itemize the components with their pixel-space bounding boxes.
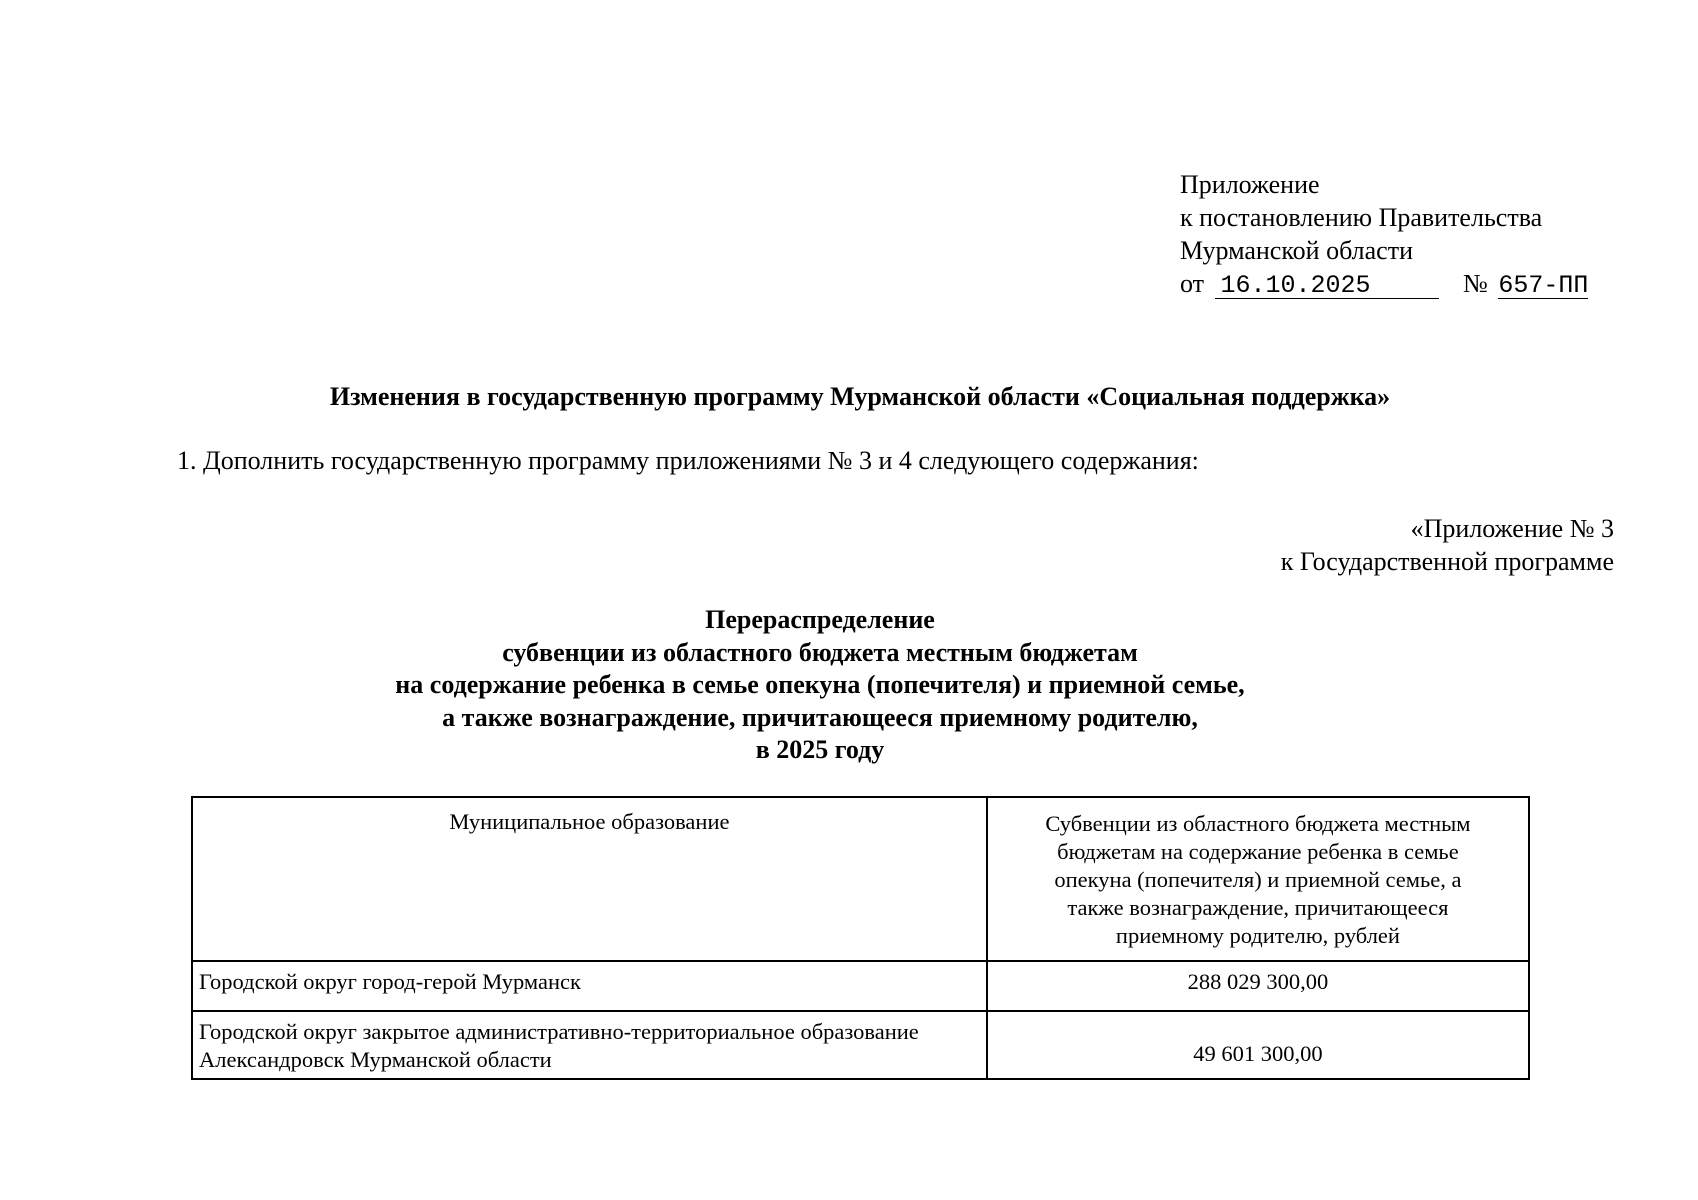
approval-line-2: к постановлению Правительства (1180, 203, 1543, 232)
main-title: Изменения в государственную программу Мурманской области «Социальная поддержка» (329, 382, 1391, 411)
approval-line-1: Приложение (1180, 170, 1320, 199)
appendix-ref-line-1: «Приложение № 3 (1410, 514, 1614, 543)
table-row (192, 961, 1529, 1011)
item-1-text: 1. Дополнить государственную программу приложениями № 3 и 4 следующего содержания: (177, 446, 1199, 475)
appendix-ref-line-2: к Государственной программе (1280, 547, 1614, 576)
table-title (320, 604, 1320, 767)
header-municipality: Муниципальное образование (192, 797, 987, 961)
header-subsidy-line: также вознаграждение, причитающееся (1067, 895, 1449, 920)
table-title-line-1: Перераспределение (705, 605, 935, 634)
table-title-line-2: субвенции из областного бюджета местным бюджетам (502, 637, 1138, 667)
subsidy-amount: 288 029 300,00 (987, 961, 1529, 1011)
header-subsidy-line: бюджетам на содержание ребенка в семье (1057, 839, 1459, 864)
table-title-line-3: на содержание ребенка в семье опекуна (попечителя) и приемной семье, (395, 670, 1245, 699)
municipality-name-line: Городской округ закрытое административно-территориальное образование (199, 1019, 919, 1044)
municipality-name (192, 1011, 987, 1079)
table-header-row (192, 797, 1529, 961)
table-row (192, 1011, 1529, 1079)
table-title-line-5: в 2025 году (755, 735, 885, 764)
municipality-name-line: Городской округ город-герой Мурманск (199, 969, 581, 994)
header-subsidy-line: Субвенции из областного бюджета местным (1045, 811, 1471, 836)
header-subsidy (987, 797, 1529, 961)
appendix-reference (1281, 512, 1614, 578)
approval-date-line (1180, 267, 1588, 300)
subsidy-table (191, 796, 1530, 1080)
subsidy-amount: 49 601 300,00 (987, 1011, 1529, 1079)
table-title-line-4: а также вознаграждение, причитающееся приемному родителю, (442, 702, 1198, 732)
municipality-name (192, 961, 987, 1011)
header-subsidy-line: опекуна (попечителя) и приемной семье, а (1054, 867, 1462, 892)
header-subsidy-line: приемному родителю, рублей (1115, 923, 1400, 948)
decree-date: 16.10.2025 (1215, 274, 1439, 299)
decree-number: 657-ПП (1498, 271, 1589, 300)
approval-line-3: Мурманской области (1180, 236, 1413, 265)
date-prefix: от (1180, 269, 1205, 298)
approval-stamp (1180, 168, 1588, 300)
municipality-name-line: Александровск Мурманской области (199, 1047, 552, 1072)
number-sign: № (1463, 269, 1488, 298)
